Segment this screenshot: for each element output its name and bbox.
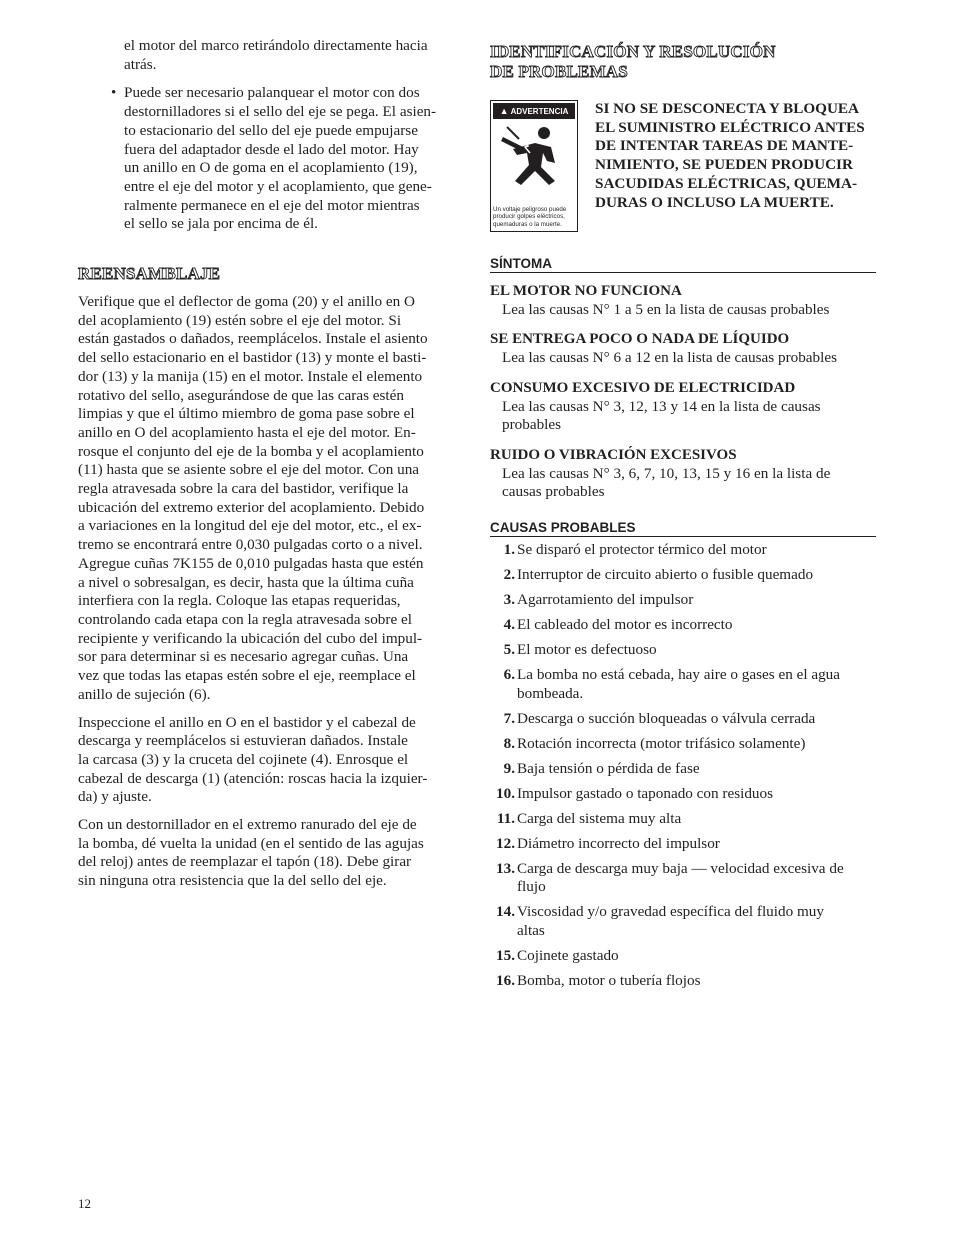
text-line: a variaciones en la longitud del eje del motor, etc., el ex- [78,517,422,535]
text-line: Agarrotamiento del impulsor [517,591,694,609]
cause-text [515,735,805,754]
symptom-item [490,379,876,435]
cause-item [490,641,876,660]
cause-item [490,903,876,940]
text-line: vez que todas las etapas estén sobre el eje, reemplace el [78,667,416,685]
cause-text [515,760,700,779]
cause-number: 2. [503,566,515,584]
cause-item [490,760,876,779]
text-line: rosque el conjunto del eje de la bomba y el acoplamiento [78,442,424,460]
text-line: Carga del sistema muy alta [517,809,682,827]
text-line: fuera del adaptador desde el lado del motor. Hay [124,140,419,158]
symptom-title: SE ENTREGA POCO O NADA DE LÍQUIDO [490,331,790,348]
bullet-text [124,84,463,234]
cause-item [490,972,876,991]
warning-label-text: ADVERTENCIA [510,106,569,116]
cause-text [515,666,840,703]
cause-text [515,591,693,610]
cause-text [515,835,720,854]
electric-shock-icon [497,123,571,193]
text-line: producir golpes eléctricos, [493,213,565,220]
warning-triangle-icon: ▲ [499,106,509,116]
text-line: del acoplamiento (19) estén sobre el eje del motor. Si [78,311,402,329]
cause-item [490,591,876,610]
text-line: Lea las causas N° 1 a 5 en la lista de causas probables [502,300,830,318]
warning-block [490,100,876,232]
text-line: controlando cada etapa con la regla atravesada sobre el [78,610,412,628]
text-line: del sello estacionario en el bastidor (13) y monte el basti- [78,349,427,367]
left-column [78,37,463,891]
text-line: probables [502,416,562,434]
text-line: DE INTENTAR TAREAS DE MANTE- [595,137,854,155]
intro-line: el motor del marco retirándolo directamente hacia [124,37,428,54]
text-line: DURAS O INCLUSO LA MUERTE. [595,193,834,211]
warning-caption [493,206,575,229]
text-line: Carga de descarga muy baja — velocidad excesiva de [517,859,844,877]
text-line: tremo se encontrará entre 0,030 pulgadas corto o a nivel. [78,536,423,554]
text-line: limpias y que el último miembro de goma pase sobre el [78,405,415,423]
text-line: ubicación del extremo exterior del acoplamiento. Debido [78,498,425,516]
text-line: da) y ajuste. [78,788,152,806]
cause-text [515,903,824,940]
cause-text [515,810,681,829]
text-line: bombeada. [517,684,584,702]
heading-line: DE PROBLEMAS [490,62,628,81]
symptom-description [490,465,876,502]
text-line: SI NO SE DESCONECTA Y BLOQUEA [595,100,860,117]
text-line: altas [517,922,545,940]
symptom-item [490,330,876,367]
causes-list [490,541,876,991]
text-line: to estacionario del sello del eje puede empujarse [124,121,418,139]
cause-number: 10. [496,784,515,802]
cause-item [490,616,876,635]
warning-text [595,100,865,232]
text-line: Interruptor de circuito abierto o fusible quemado [517,566,814,584]
text-line: EL SUMINISTRO ELÉCTRICO ANTES [595,118,865,136]
text-line: el sello se jala por encima de él. [124,215,318,233]
text-line: Verifique que el deflector de goma (20) y el anillo en O [78,293,415,311]
cause-text [515,785,773,804]
text-line: Un voltaje peligroso puede [493,205,567,213]
symptom-title: RUIDO O VIBRACIÓN EXCESIVOS [490,446,737,463]
cause-text [515,616,733,635]
text-line: quemaduras o la muerte. [493,220,562,228]
text-line: del reloj) antes de reemplazar el tapón (18). Debe girar [78,853,412,871]
text-line: un anillo en O de goma en el acoplamiento (19), [124,159,418,177]
text-line: ralmente permanece en el eje del motor mientras [124,196,420,214]
troubleshooting-heading [490,42,876,82]
text-line: Lea las causas N° 6 a 12 en la lista de causas probables [502,349,838,367]
reassembly-paragraph-2 [78,714,463,808]
symptom-description [490,301,876,320]
text-line: dor (13) y la manija (15) en el motor. Instale el elemento [78,367,423,385]
reassembly-paragraph-1 [78,293,463,704]
text-line: entre el eje del motor y el acoplamiento, que gene- [124,177,432,195]
text-line: descarga y reemplácelos si estuvieran dañados. Instale [78,732,408,750]
text-line: cabezal de descarga (1) (atención: roscas hacia la izquier- [78,769,428,787]
text-line: anillo en O del acoplamiento hasta el eje del motor. En- [78,423,416,441]
cause-number: 4. [503,616,515,634]
text-line: (11) hasta que se asiente sobre el eje del motor. Con una [78,461,420,479]
text-line: Rotación incorrecta (motor trifásico solamente) [517,734,806,752]
text-line: Lea las causas N° 3, 12, 13 y 14 en la lista de causas [502,397,821,415]
cause-item [490,860,876,897]
reassembly-paragraph-3 [78,816,463,891]
text-line: Diámetro incorrecto del impulsor [517,834,720,852]
symptom-item [490,282,876,319]
cause-item [490,710,876,729]
text-line: interfiera con la regla. Coloque las etapas requeridas, [78,592,401,610]
cause-number: 8. [503,734,515,752]
page-number: 12 [78,1196,91,1211]
text-line: Impulsor gastado o taponado con residuos [517,784,774,802]
cause-item [490,835,876,854]
text-line: Cojinete gastado [517,947,619,965]
right-column [490,42,876,991]
cause-number: 13. [496,859,515,877]
cause-number: 9. [503,759,515,777]
cause-number: 15. [496,947,515,965]
causes-heading: CAUSAS PROBABLES [490,520,876,537]
intro-paragraph [78,37,463,74]
text-line: Descarga o succión bloqueadas o válvula cerrada [517,709,816,727]
cause-number: 1. [503,541,515,559]
cause-text [515,860,844,897]
cause-text [515,972,701,991]
reassembly-heading: REENSAMBLAJE [78,264,221,284]
cause-item [490,666,876,703]
text-line: la bomba, dé vuelta la unidad (en el sentido de las agujas [78,834,424,852]
text-line: sin ninguna otra resistencia que la del sello del eje. [78,872,387,890]
text-line: a nivel o sobresalgan, es decir, hasta que la última cuña [78,573,414,591]
cause-item [490,566,876,585]
text-line: causas probables [502,483,605,501]
text-line: Se disparó el protector térmico del motor [517,541,767,559]
warning-label-box [490,100,578,232]
symptom-item [490,446,876,502]
text-line: anillo de sujeción (6). [78,685,211,703]
text-line: sor para determinar si es necesario agregar cuñas. Una [78,648,409,666]
warning-label [493,103,575,119]
text-line: la carcasa (3) y la cruceta del cojinete (4). Enrosque el [78,750,409,768]
text-line: Con un destornillador en el extremo ranurado del eje de [78,816,417,834]
cause-text [515,710,815,729]
text-line: regla atravesada sobre la cara del bastidor, verifique la [78,480,409,498]
text-line: destornilladores si el sello del eje se pega. El asien- [124,103,437,121]
cause-number: 14. [496,903,515,921]
intro-line: atrás. [124,55,157,73]
cause-item [490,541,876,560]
text-line: La bomba no está cebada, hay aire o gases en el agua [517,666,841,684]
text-line: Agregue cuñas 7K155 de 0,010 pulgadas hasta que estén [78,554,424,572]
cause-number: 16. [496,972,515,990]
symptom-heading: SÍNTOMA [490,256,876,273]
symptom-list [490,282,876,502]
heading-line: IDENTIFICACIÓN Y RESOLUCIÓN [490,42,776,61]
cause-text [515,641,657,660]
symptom-description [490,398,876,435]
text-line: El motor es defectuoso [517,641,657,659]
text-line: están gastados o dañados, reemplácelos. Instale el asiento [78,330,428,348]
text-line: Baja tensión o pérdida de fase [517,759,700,777]
cause-number: 11. [496,809,515,827]
cause-number: 3. [503,591,515,609]
cause-text [515,566,813,585]
symptom-title: CONSUMO EXCESIVO DE ELECTRICIDAD [490,379,796,396]
cause-number: 12. [496,834,515,852]
cause-number: 6. [503,666,515,684]
bullet-item [78,84,463,234]
text-line: Puede ser necesario palanquear el motor con dos [124,84,420,102]
cause-text [515,541,767,560]
symptom-description [490,349,876,368]
text-line: recipiente y verificando la ubicación del cubo del impul- [78,629,423,647]
cause-item [490,810,876,829]
cause-number: 7. [503,709,515,727]
bullet-icon: • [111,84,117,102]
cause-number: 5. [503,641,515,659]
cause-text [515,947,619,966]
text-line: Inspeccione el anillo en O en el bastidor y el cabezal de [78,713,416,731]
text-line: El cableado del motor es incorrecto [517,616,733,634]
text-line: Bomba, motor o tubería flojos [517,972,701,990]
cause-item [490,947,876,966]
text-line: flujo [517,878,546,896]
text-line: Viscosidad y/o gravedad específica del fluido muy [517,903,824,921]
text-line: Lea las causas N° 3, 6, 7, 10, 13, 15 y 16 en la lista de [502,464,831,482]
symptom-title: EL MOTOR NO FUNCIONA [490,283,682,299]
cause-item [490,785,876,804]
text-line: rotativo del sello, asegurándose de que las caras estén [78,386,404,404]
text-line: SACUDIDAS ELÉCTRICAS, QUEMA- [595,174,858,192]
text-line: NIMIENTO, SE PUEDEN PRODUCIR [595,156,853,174]
cause-item [490,735,876,754]
